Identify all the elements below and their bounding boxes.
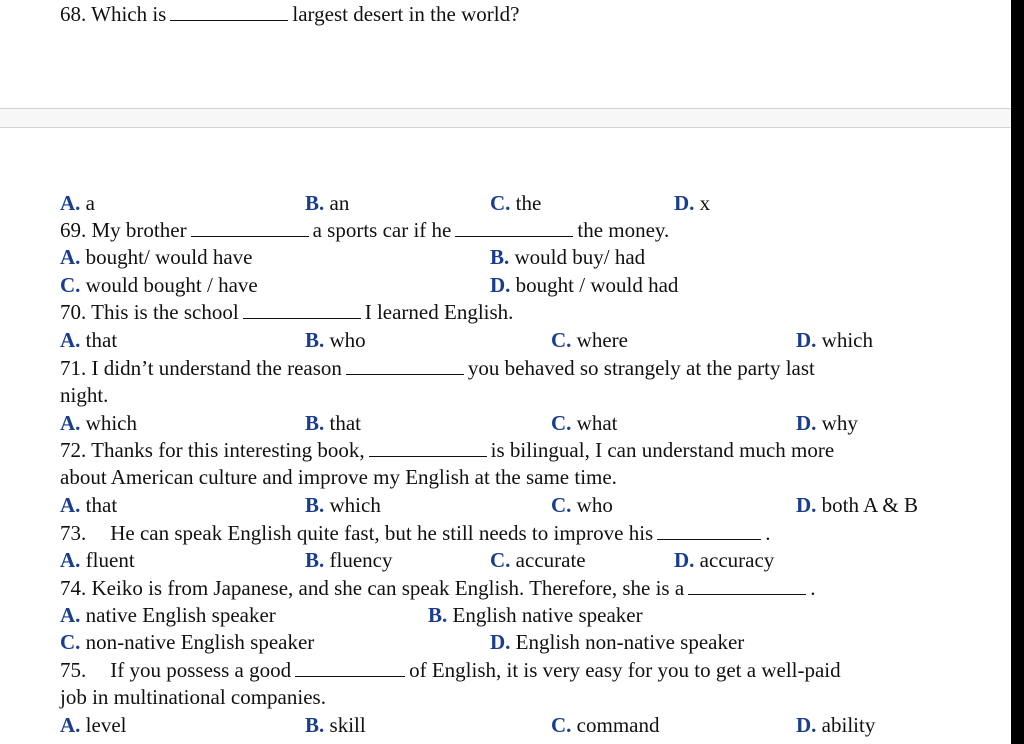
page-break-band bbox=[0, 109, 1011, 127]
answer-blank bbox=[369, 441, 487, 457]
question-75-stem-line2: job in multinational companies. bbox=[60, 685, 326, 709]
q75-option-a[interactable]: A. level bbox=[60, 713, 127, 737]
q74-option-c[interactable]: C. non-native English speaker bbox=[60, 630, 315, 654]
q73-option-c[interactable]: C. accurate bbox=[490, 548, 586, 572]
q69-option-d[interactable]: D. bought / would had bbox=[490, 273, 679, 297]
question-70-stem: 70. This is the school I learned English. bbox=[60, 300, 514, 324]
q72-option-d[interactable]: D. both A & B bbox=[796, 493, 918, 517]
q70-option-b[interactable]: B. who bbox=[305, 328, 366, 352]
question-72-stem-line2: about American culture and improve my English at the same time. bbox=[60, 465, 617, 489]
q75-option-b[interactable]: B. skill bbox=[305, 713, 366, 737]
q69-option-a[interactable]: A. bought/ would have bbox=[60, 245, 253, 269]
q70-option-a[interactable]: A. that bbox=[60, 328, 118, 352]
q75-option-d[interactable]: D. ability bbox=[796, 713, 876, 737]
q72-option-a[interactable]: A. that bbox=[60, 493, 118, 517]
question-71-stem-line2: night. bbox=[60, 383, 109, 407]
answer-blank bbox=[455, 221, 573, 237]
q73-option-a[interactable]: A. fluent bbox=[60, 548, 135, 572]
page-break-divider-bottom bbox=[0, 127, 1011, 128]
q74-option-b[interactable]: B. English native speaker bbox=[428, 603, 643, 627]
answer-blank bbox=[170, 5, 288, 21]
question-72-stem: 72. Thanks for this interesting book, is bilingual, I can understand much more bbox=[60, 438, 835, 462]
q68-option-a[interactable]: A. a bbox=[60, 191, 95, 215]
question-75-stem: 75. If you possess a good of English, it is very easy for you to get a well-paid bbox=[60, 658, 841, 682]
q68-option-b[interactable]: B. an bbox=[305, 191, 350, 215]
page-break-divider-top bbox=[0, 108, 1011, 109]
q69-option-c[interactable]: C. would bought / have bbox=[60, 273, 258, 297]
q70-option-c[interactable]: C. where bbox=[551, 328, 628, 352]
q75-option-c[interactable]: C. command bbox=[551, 713, 660, 737]
q70-option-d[interactable]: D. which bbox=[796, 328, 873, 352]
q68-option-d[interactable]: D. x bbox=[674, 191, 711, 215]
q73-option-b[interactable]: B. fluency bbox=[305, 548, 393, 572]
question-73-stem: 73. He can speak English quite fast, but he still needs to improve his . bbox=[60, 521, 771, 545]
q73-option-d[interactable]: D. accuracy bbox=[674, 548, 775, 572]
q74-option-a[interactable]: A. native English speaker bbox=[60, 603, 276, 627]
answer-blank bbox=[346, 359, 464, 375]
q72-option-b[interactable]: B. which bbox=[305, 493, 381, 517]
answer-blank bbox=[657, 524, 761, 540]
question-74-stem: 74. Keiko is from Japanese, and she can speak English. Therefore, she is a . bbox=[60, 576, 816, 600]
q74-option-d[interactable]: D. English non-native speaker bbox=[490, 630, 745, 654]
q69-option-b[interactable]: B. would buy/ had bbox=[490, 245, 646, 269]
q71-option-c[interactable]: C. what bbox=[551, 411, 618, 435]
answer-blank bbox=[243, 303, 361, 319]
q72-option-c[interactable]: C. who bbox=[551, 493, 613, 517]
question-69-stem: 69. My brother a sports car if he the money. bbox=[60, 218, 670, 242]
answer-blank bbox=[295, 661, 405, 677]
q71-option-a[interactable]: A. which bbox=[60, 411, 137, 435]
q71-option-d[interactable]: D. why bbox=[796, 411, 858, 435]
question-68-stem: 68. Which is largest desert in the world? bbox=[60, 2, 520, 26]
question-71-stem: 71. I didn’t understand the reason you behaved so strangely at the party last bbox=[60, 356, 815, 380]
answer-blank bbox=[191, 221, 309, 237]
answer-blank bbox=[688, 579, 806, 595]
window-edge-bar bbox=[1011, 0, 1024, 744]
q71-option-b[interactable]: B. that bbox=[305, 411, 362, 435]
q68-option-c[interactable]: C. the bbox=[490, 191, 542, 215]
